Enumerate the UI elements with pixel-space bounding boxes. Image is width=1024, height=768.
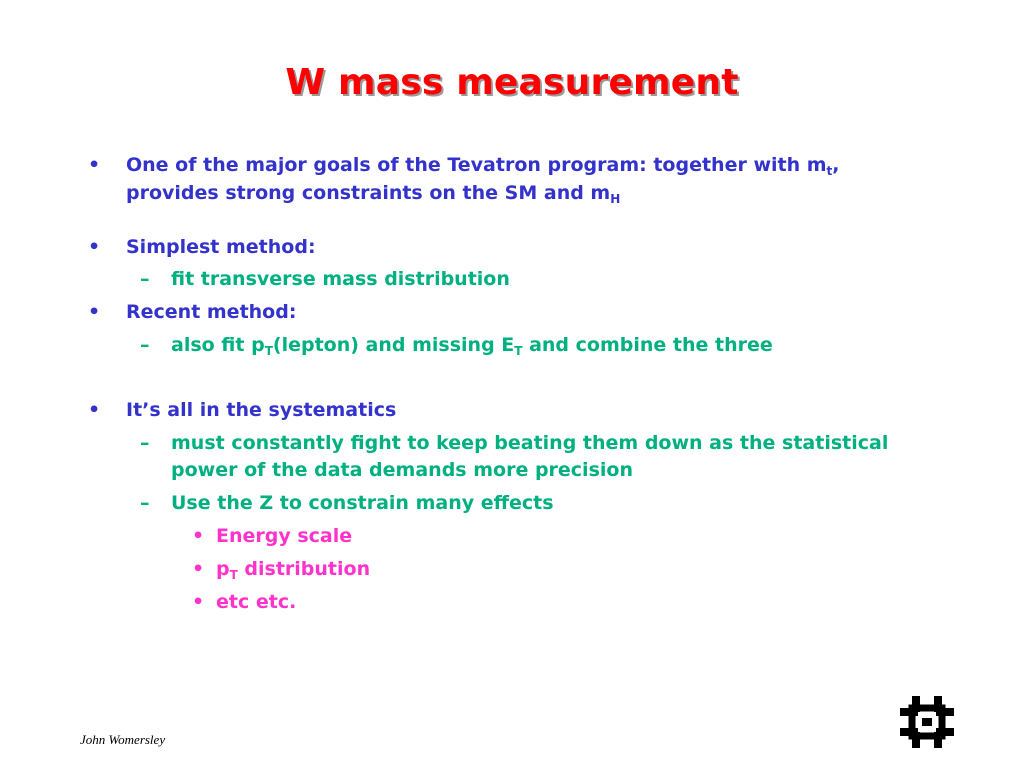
- subscript-t: T: [229, 568, 238, 582]
- bullet-4-sub-2: Use the Z to constrain many effects: [171, 492, 554, 514]
- dash-marker: –: [140, 492, 150, 514]
- bullet-marker: •: [192, 525, 205, 547]
- bullet-1-line-1: [126, 152, 840, 178]
- bullet-2-sub-1: fit transverse mass distribution: [171, 268, 510, 290]
- author-footer: John Womersley: [80, 732, 166, 747]
- slide-title: W mass measurement: [285, 62, 739, 103]
- bullet-1-text-b: provides strong constraints on the SM and m: [126, 182, 611, 204]
- dash-marker: –: [140, 268, 150, 290]
- bullet-marker: •: [88, 301, 101, 323]
- bullet-4: It’s all in the systematics: [126, 399, 397, 421]
- bullet-3: Recent method:: [126, 301, 297, 323]
- bullet-1-line-2: [126, 180, 620, 206]
- bullet-3-sub-text-b: (lepton) and missing E: [272, 334, 515, 356]
- bullet-marker: •: [88, 154, 101, 176]
- bullet-4-sub-2-item-1: Energy scale: [216, 525, 353, 547]
- fermilab-logo-icon: [900, 696, 954, 748]
- bullet-3-sub-text-c: and combine the three: [522, 334, 773, 356]
- bullet-marker: •: [88, 236, 101, 258]
- bullet-marker: •: [88, 399, 101, 421]
- distribution-text: distribution: [237, 558, 371, 580]
- bullet-2: Simplest method:: [126, 236, 316, 258]
- bullet-1-text-a: One of the major goals of the Tevatron program: together with m: [126, 154, 827, 176]
- subscript-h: H: [610, 192, 621, 206]
- subscript-t: T: [514, 344, 523, 358]
- bullet-4-sub-2-item-2: [216, 556, 370, 582]
- subscript-t: T: [264, 344, 273, 358]
- bullet-4-sub-2-item-3: etc etc.: [216, 591, 297, 613]
- bullet-3-sub-text-a: also fit p: [171, 334, 265, 356]
- bullet-marker: •: [192, 558, 205, 580]
- bullet-marker: •: [192, 591, 205, 613]
- dash-marker: –: [140, 334, 150, 356]
- bullet-1-text-end: ,: [832, 154, 840, 176]
- subscript-t: t: [826, 164, 833, 178]
- bullet-4-sub-1-line-2: power of the data demands more precision: [171, 459, 633, 481]
- bullet-4-sub-1-line-1: must constantly fight to keep beating them down as the statistical: [171, 432, 889, 454]
- dash-marker: –: [140, 432, 150, 454]
- pt-text: p: [216, 558, 230, 580]
- bullet-3-sub-1: [171, 332, 773, 358]
